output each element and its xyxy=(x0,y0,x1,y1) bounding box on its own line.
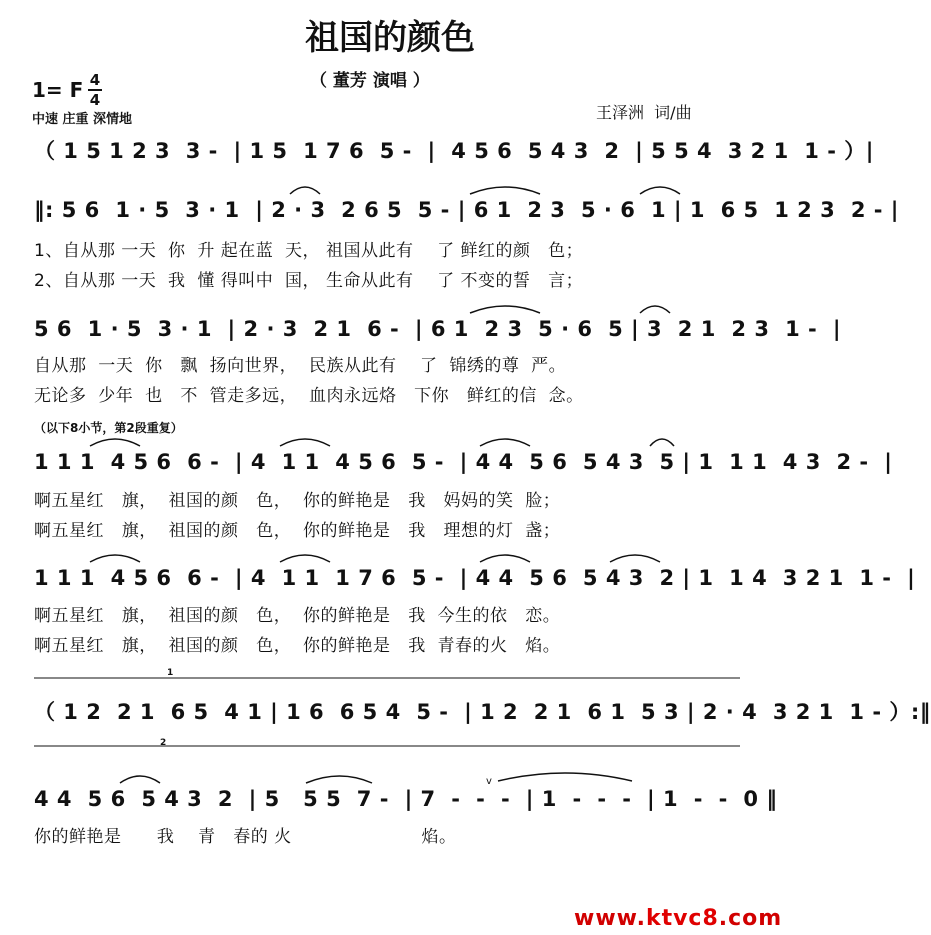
lyric-verse-1-a: 1、自从那 一天 你 升 起在蓝 天， 祖国从此有 了 鲜红的颜 色； xyxy=(34,241,584,261)
notation-line-verse-a: ‖: 5 6 1 · 5 3 · 1 | 2 · 3 2 6 5 5 - | 6 1 2 3 5 · 6 1 | 1 6 5 1 2 3 2 - | xyxy=(34,198,899,222)
lyric-coda: 你的鲜艳是 我 青 春的 火 焰。 xyxy=(34,827,457,847)
slur xyxy=(90,555,140,562)
lyric-chorus-1-a: 啊五星红 旗， 祖国的颜 色， 你的鲜艳是 我 妈妈的笑 脸； xyxy=(34,491,561,511)
watermark-prefix: www. xyxy=(574,906,646,931)
notation-line-interlude: （ 1 2 2 1 6 5 4 1 | 1 6 6 5 4 5 - | 1 2 2 1 6 1 5 3 | 2 · 4 3 2 1 1 - ）:‖ xyxy=(34,700,931,724)
slur xyxy=(120,776,160,783)
key-signature: 1= F xyxy=(32,78,84,102)
watermark-suffix: .com xyxy=(718,906,783,931)
slur xyxy=(280,555,330,562)
lyric-chorus-2-a: 啊五星红 旗， 祖国的颜 色， 你的鲜艳是 我 理想的灯 盏； xyxy=(34,521,561,541)
lyric-verse-2-a: 2、自从那 一天 我 懂 得叫中 国， 生命从此有 了 不变的誓 言； xyxy=(34,271,584,291)
watermark xyxy=(574,906,782,931)
time-signature-top: 4 xyxy=(89,71,101,89)
slur xyxy=(470,306,540,313)
slur xyxy=(480,439,530,446)
lyric-verse-2-b: 无论多 少年 也 不 管走多远， 血肉永远烙 下你 鲜红的信 念。 xyxy=(34,386,584,406)
volta-2-marker: 2 xyxy=(160,738,167,748)
breath-mark: v xyxy=(486,776,492,787)
notation-line-chorus-a: 1 1 1 4 5 6 6 - | 4 1 1 4 5 6 5 - | 4 4 5 6 5 4 3 5 | 1 1 1 4 3 2 - | xyxy=(34,450,893,474)
notation-line-intro: （ 1 5 1 2 3 3 - | 1 5 1 7 6 5 - | 4 5 6 5 4 3 2 | 5 5 4 3 2 1 1 - ）| xyxy=(34,139,874,163)
repeat-instruction: （以下8小节，第2段重复） xyxy=(34,421,183,435)
notation-line-verse-b: 5 6 1 · 5 3 · 1 | 2 · 3 2 1 6 - | 6 1 2 3 5 · 6 5 | 3 2 1 2 3 1 - | xyxy=(34,317,842,341)
slur xyxy=(640,187,680,194)
lyric-chorus-1-b: 啊五星红 旗， 祖国的颜 色， 你的鲜艳是 我 今生的依 恋。 xyxy=(34,606,561,626)
notation-line-coda: 4 4 5 6 5 4 3 2 | 5 5 5 7 - | 7 - - - | 1 - - - | 1 - - 0 ‖ xyxy=(34,787,778,811)
tempo-marking: 中速 庄重 深情地 xyxy=(32,112,133,127)
notation-line-chorus-b: 1 1 1 4 5 6 6 - | 4 1 1 1 7 6 5 - | 4 4 5 6 5 4 3 2 | 1 1 4 3 2 1 1 - | xyxy=(34,566,916,590)
slur xyxy=(640,306,670,313)
lyric-verse-1-b: 自从那 一天 你 飘 扬向世界， 民族从此有 了 锦绣的尊 严。 xyxy=(34,356,567,376)
slur xyxy=(290,187,320,194)
slur xyxy=(280,439,330,446)
watermark-domain: ktvc8 xyxy=(645,906,719,931)
song-title: 祖国的颜色 xyxy=(305,18,475,58)
slur xyxy=(90,439,140,446)
slur xyxy=(650,439,674,446)
time-signature-bottom: 4 xyxy=(89,91,101,109)
slur xyxy=(470,187,540,194)
tie xyxy=(498,773,632,781)
slur xyxy=(610,555,660,562)
volta-1-marker: 1 xyxy=(167,668,174,678)
slur xyxy=(480,555,530,562)
singer-credit: （ 董芳 演唱 ） xyxy=(310,71,430,91)
lyric-chorus-2-b: 啊五星红 旗， 祖国的颜 色， 你的鲜艳是 我 青春的火 焰。 xyxy=(34,636,561,656)
lyricist-composer-credit: 王泽洲 词/曲 xyxy=(596,103,692,122)
tie xyxy=(306,776,372,783)
